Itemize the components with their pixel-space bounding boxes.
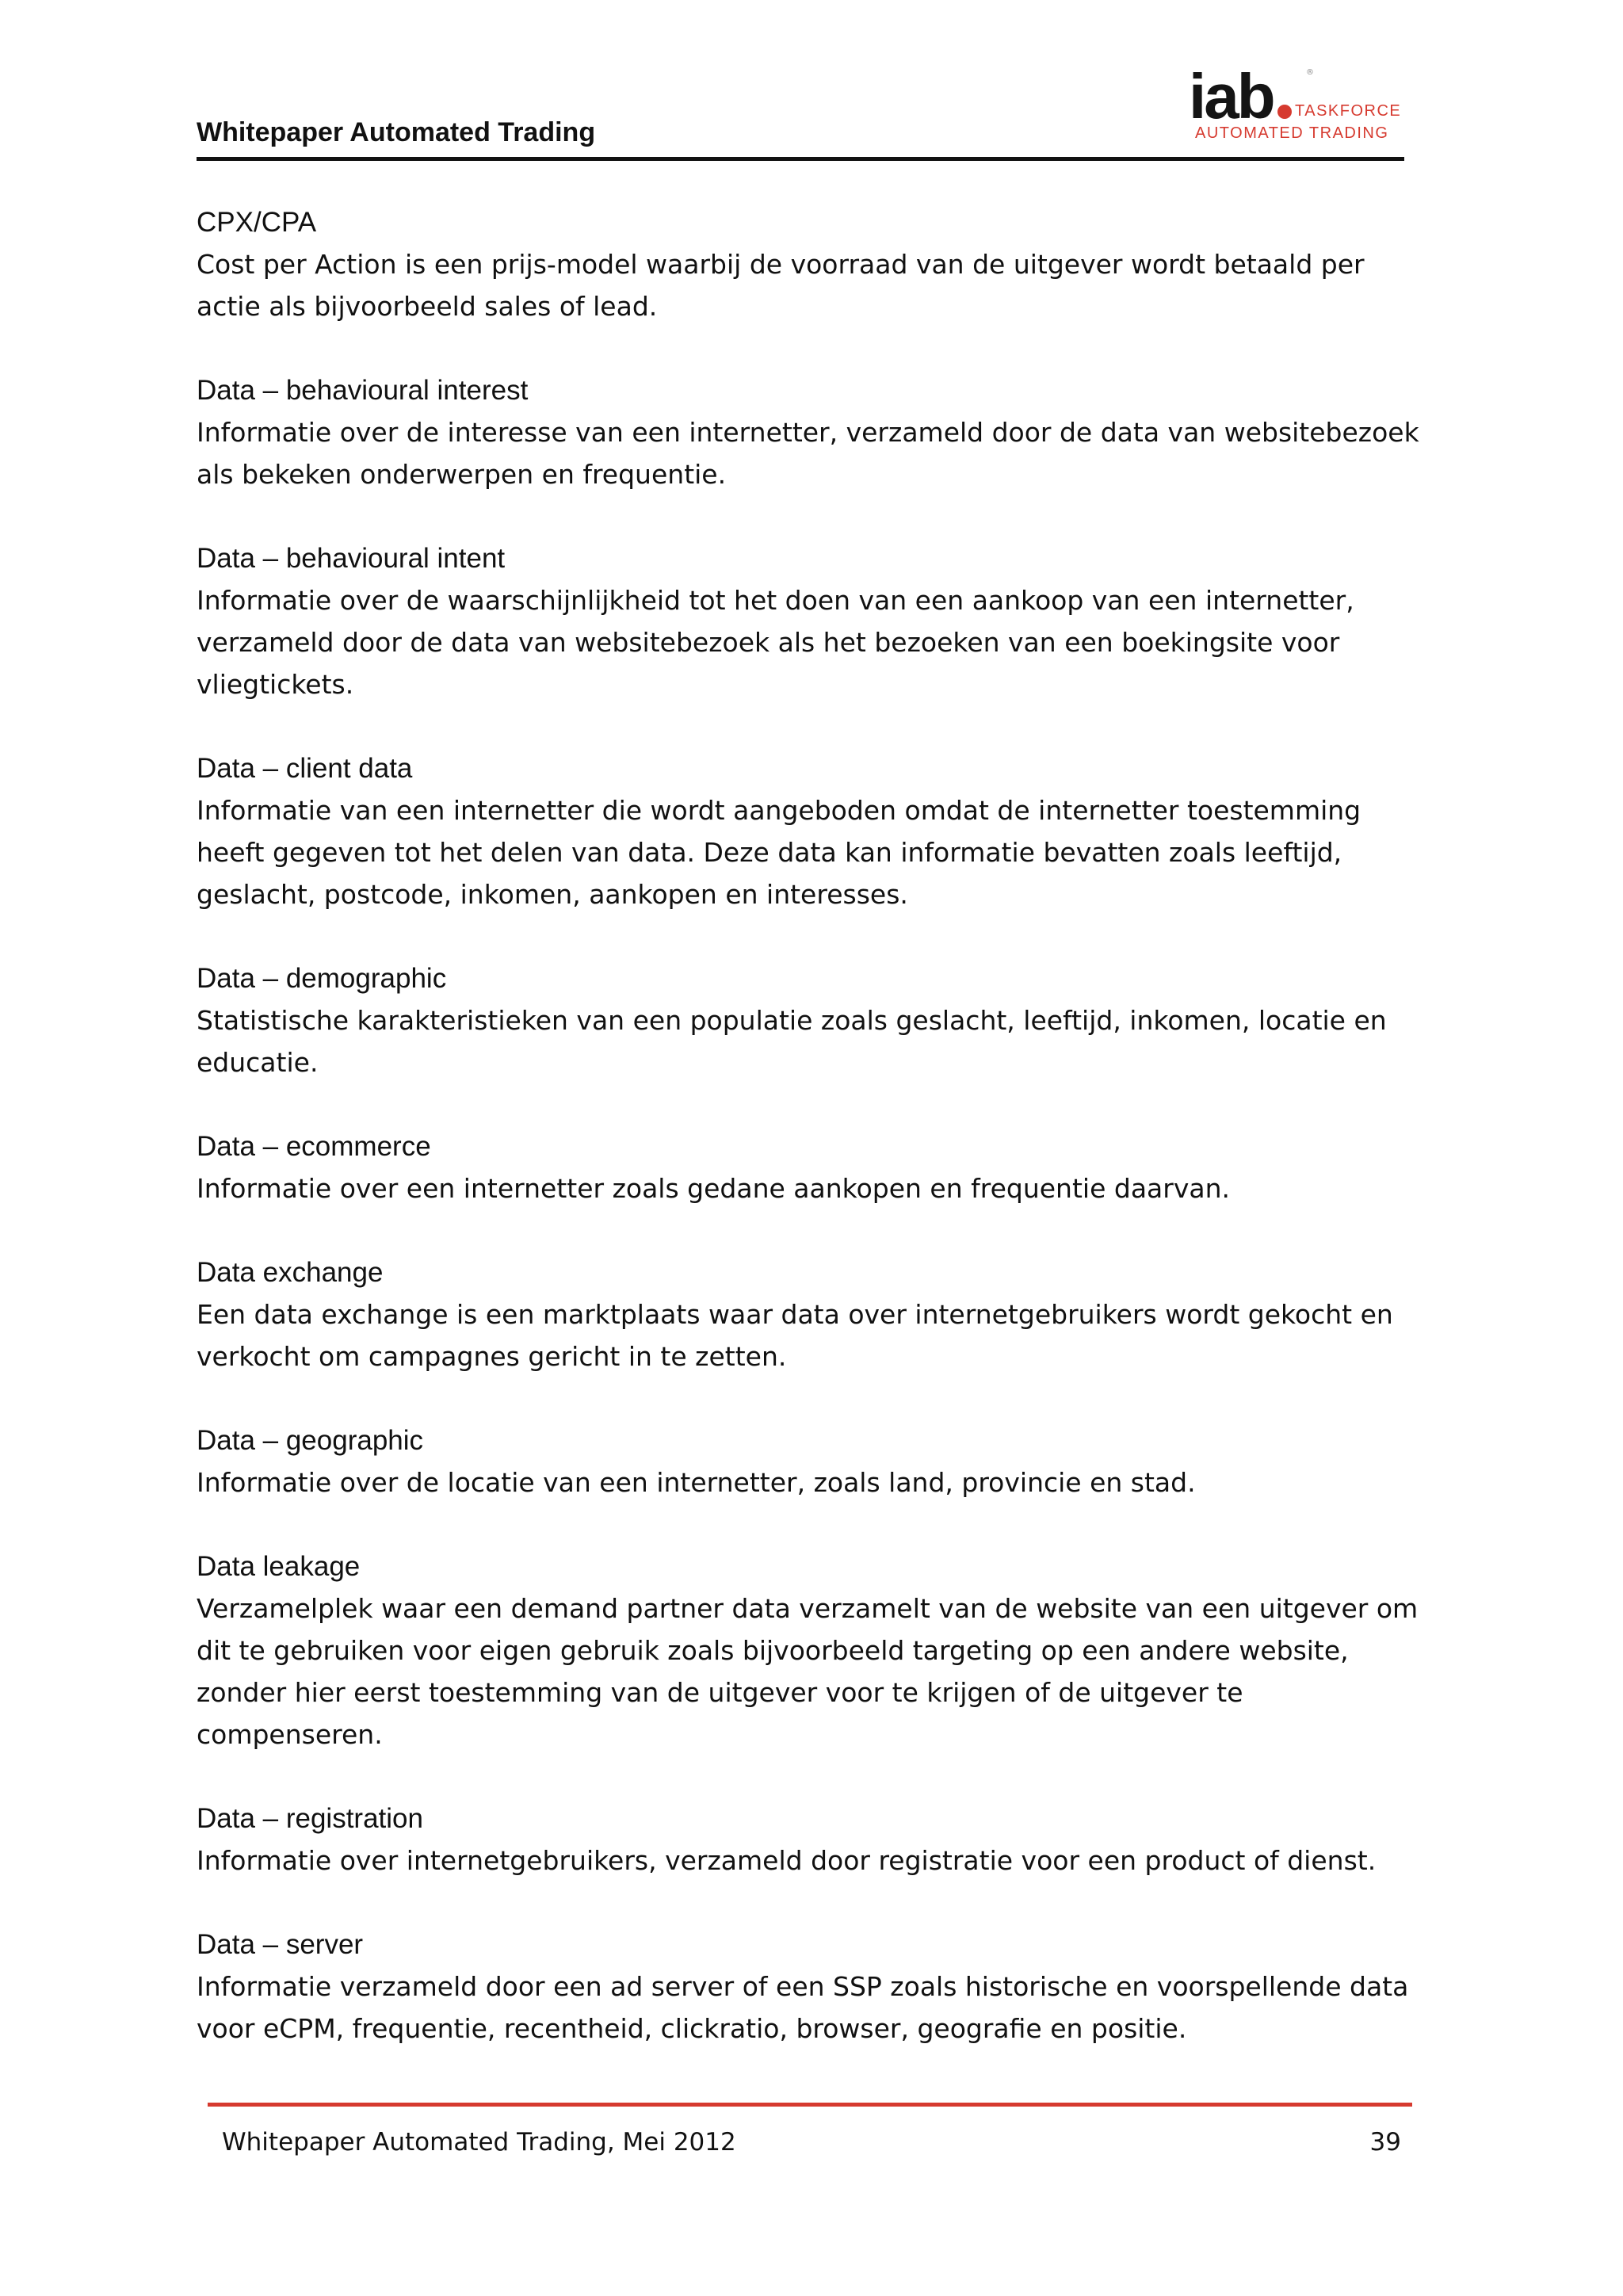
glossary-term: Data – geographic (197, 1425, 424, 1456)
glossary-entry (197, 1419, 1433, 1503)
glossary-definition: Informatie over de interesse van een internetter, verzameld door de data van websitebezoek als bekeken onderwerpen en frequentie. (197, 417, 1419, 490)
glossary-definition: Informatie over de locatie van een internetter, zoals land, provincie en stad. (197, 1467, 1196, 1498)
glossary-entry (197, 1797, 1433, 1881)
glossary-term: Data exchange (197, 1257, 384, 1288)
logo-brand: iab (1189, 61, 1274, 132)
glossary-entry (197, 747, 1433, 915)
iab-taskforce-logo (1189, 61, 1411, 144)
logo-dot-icon (1277, 105, 1292, 119)
footer-divider (208, 2103, 1412, 2107)
glossary-definition: Cost per Action is een prijs-model waarbij de voorraad van de uitgever wordt betaald per actie als bijvoorbeeld sales of lead. (197, 249, 1365, 322)
glossary-term: Data – demographic (197, 963, 447, 994)
glossary-term: Data – ecommerce (197, 1131, 431, 1162)
glossary-term: Data – behavioural intent (197, 543, 506, 574)
header-title: Whitepaper Automated Trading (197, 117, 596, 147)
logo-line2: AUTOMATED TRADING (1195, 124, 1389, 142)
glossary-entry (197, 1545, 1433, 1755)
glossary-entry (197, 1924, 1433, 2050)
glossary-definition: Informatie van een internetter die wordt aangeboden omdat de internetter toestemming heeft gegeven tot het delen van data. Deze data kan informatie bevatten zoals leeftijd, geslacht, postcode, inkomen, aankopen en interesses. (197, 795, 1361, 910)
glossary-term: Data – behavioural interest (197, 375, 529, 406)
glossary-entry (197, 1251, 1433, 1377)
glossary-definition: Informatie over een internetter zoals gedane aankopen en frequentie daarvan. (197, 1173, 1230, 1204)
glossary-term: Data – client data (197, 753, 413, 784)
glossary-entry (197, 537, 1433, 705)
glossary-definition: Een data exchange is een marktplaats waar data over internetgebruikers wordt gekocht en verkocht om campagnes gericht in te zetten. (197, 1299, 1393, 1372)
glossary-definition: Informatie over de waarschijnlijkheid tot het doen van een aankoop van een internetter, verzameld door de data van websitebezoek als het bezoeken van een boekingsite voor vliegtickets. (197, 585, 1354, 700)
glossary-term: Data – server (197, 1929, 364, 1960)
header-divider (197, 157, 1404, 161)
glossary-content (197, 201, 1433, 2092)
footer-text: Whitepaper Automated Trading, Mei 2012 (222, 2128, 736, 2157)
logo-trademark-icon: ® (1306, 68, 1314, 77)
glossary-term: CPX/CPA (197, 207, 317, 238)
glossary-entry (197, 201, 1433, 327)
logo-line1: TASKFORCE (1295, 102, 1402, 120)
page-number: 39 (1369, 2128, 1401, 2157)
glossary-entry (197, 369, 1433, 495)
glossary-definition: Informatie over internetgebruikers, verzameld door registratie voor een product of dienst. (197, 1845, 1377, 1876)
glossary-definition: Informatie verzameld door een ad server of een SSP zoals historische en voorspellende data voor eCPM, frequentie, recentheid, clickratio, browser, geografie en positie. (197, 1971, 1409, 2044)
glossary-term: Data – registration (197, 1803, 423, 1834)
glossary-entry (197, 957, 1433, 1083)
glossary-definition: Statistische karakteristieken van een populatie zoals geslacht, leeftijd, inkomen, locatie en educatie. (197, 1005, 1387, 1078)
glossary-term: Data leakage (197, 1551, 361, 1582)
glossary-definition: Verzamelplek waar een demand partner data verzamelt van de website van een uitgever om dit te gebruiken voor eigen gebruik zoals bijvoorbeeld targeting op een andere website, zonder hier eerst toestemming van de uitgever voor te krijgen of de uitgever te compenseren. (197, 1593, 1419, 1750)
glossary-entry (197, 1125, 1433, 1209)
